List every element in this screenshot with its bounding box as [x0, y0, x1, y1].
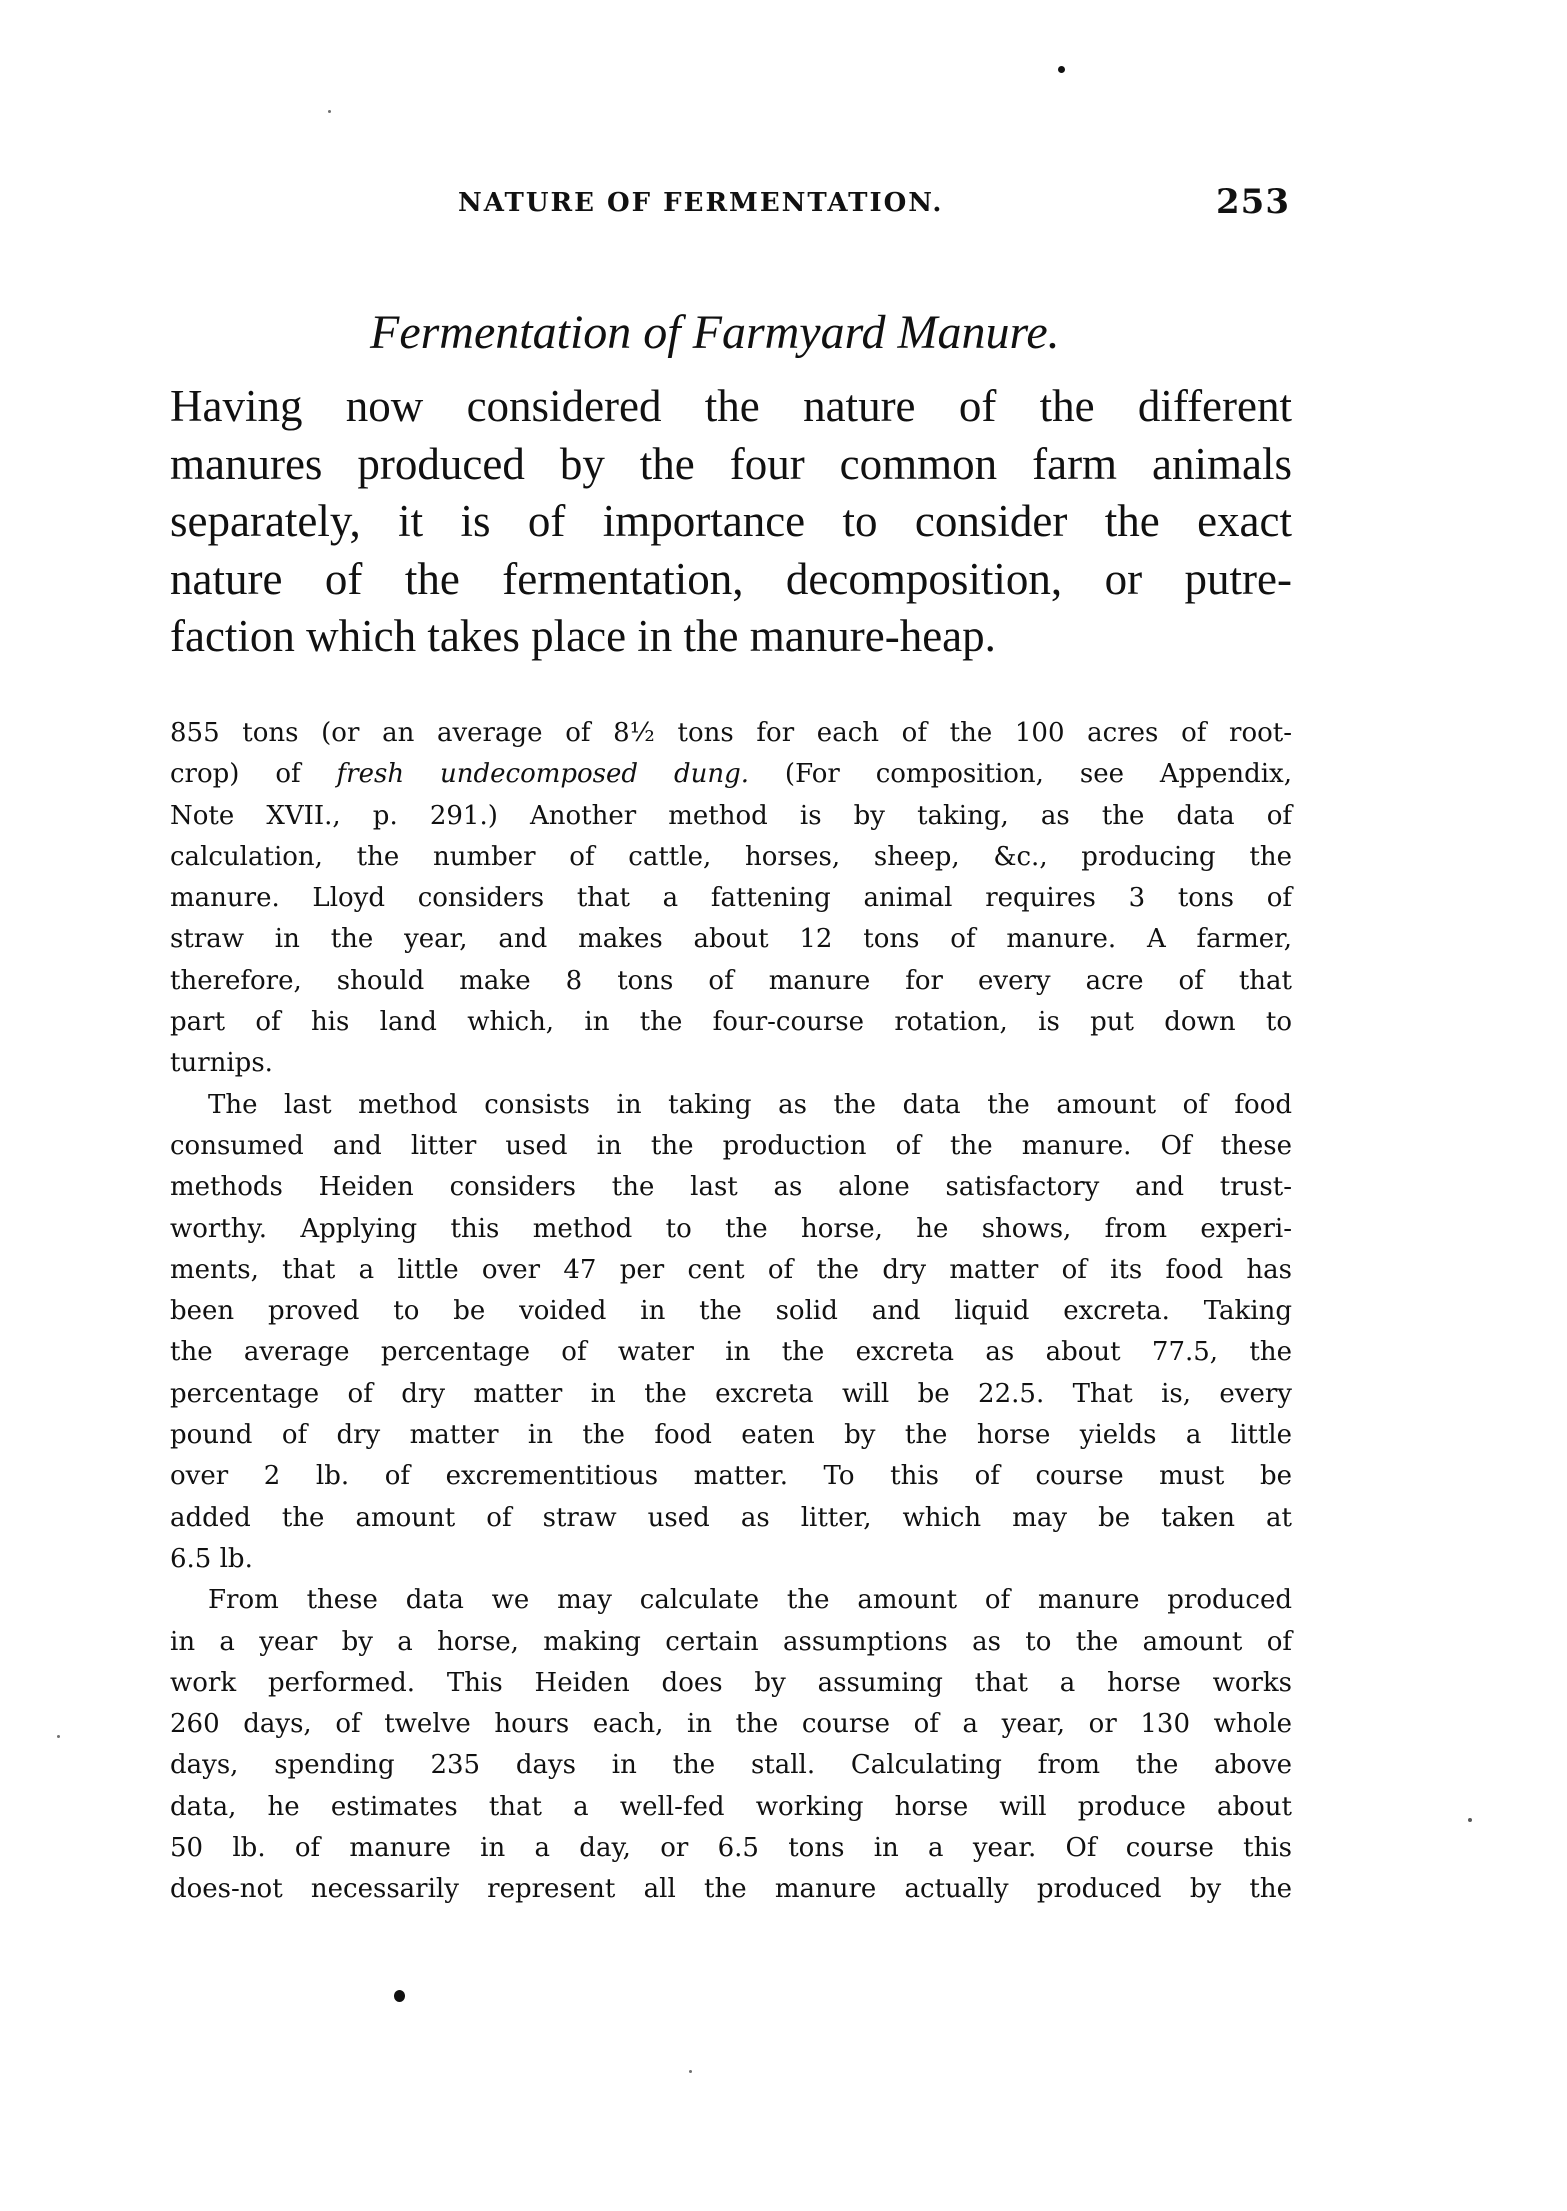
note-line: 6.5 lb. [170, 1543, 253, 1574]
note-line: part of his land which, in the four-course rotation, is put down to [170, 1007, 1292, 1038]
note-paragraph-3 [170, 1580, 1292, 1910]
lead-line: faction which takes place in the manure-heap. [170, 611, 996, 661]
note-line: methods Heiden considers the last as alone satisfactory and trust- [170, 1172, 1292, 1203]
note-line: 50 lb. of manure in a day, or 6.5 tons in a year. Of course this [170, 1833, 1292, 1864]
note-line: does-not necessarily represent all the manure actually produced by the [170, 1874, 1292, 1905]
ink-speck [1058, 66, 1065, 73]
note-line: been proved to be voided in the solid and liquid excreta. Taking [170, 1296, 1292, 1327]
lead-line: Having now considered the nature of the different [170, 381, 1292, 431]
section-heading: Fermentation of Farmyard Manure. [370, 306, 1060, 359]
note-paragraph-2 [170, 1085, 1292, 1581]
ink-speck [57, 1735, 60, 1738]
note-line: worthy. Applying this method to the horse, he shows, from experi- [170, 1213, 1292, 1244]
note-line: ments, that a little over 47 per cent of the dry matter of its food has [170, 1254, 1292, 1285]
note-line: 260 days, of twelve hours each, in the course of a year, or 130 whole [170, 1709, 1292, 1740]
ink-speck [1468, 1818, 1472, 1822]
note-line: calculation, the number of cattle, horses, sheep, &c., producing the [170, 841, 1292, 872]
lead-line: manures produced by the four common farm animals [170, 438, 1292, 489]
note-line [170, 754, 1292, 795]
note-line: straw in the year, and makes about 12 tons of manure. A farmer, [170, 924, 1292, 955]
note-line: in a year by a horse, making certain assumptions as to the amount of [170, 1626, 1292, 1657]
note-line: work performed. This Heiden does by assuming that a horse works [170, 1667, 1292, 1698]
note-line: therefore, should make 8 tons of manure for every acre of that [170, 965, 1292, 996]
note-paragraph-1 [170, 713, 1292, 1085]
lead-line: nature of the fermentation, decomposition, or putre- [170, 553, 1292, 604]
note-line: percentage of dry matter in the excreta will be 22.5. That is, every [170, 1378, 1292, 1409]
note-line: Note XVII., p. 291.) Another method is by taking, as the data of [170, 800, 1292, 831]
note-line: pound of dry matter in the food eaten by the horse yields a little [170, 1420, 1292, 1451]
ink-speck [689, 2070, 692, 2073]
note-text: (For composition, see Appendix, [749, 759, 1292, 790]
note-line: days, spending 235 days in the stall. Calculating from the above [170, 1750, 1292, 1781]
ink-speck [394, 1990, 405, 2002]
running-title: NATURE OF FERMENTATION. [458, 188, 944, 218]
page-number: 253 [1216, 182, 1290, 222]
note-line: data, he estimates that a well-fed working horse will produce about [170, 1791, 1292, 1822]
note-line: The last method consists in taking as the data the amount of food [208, 1089, 1292, 1120]
note-line: turnips. [170, 1048, 273, 1079]
note-line: the average percentage of water in the excreta as about 77.5, the [170, 1337, 1292, 1368]
lead-line: separately, it is of importance to consider the exact [170, 496, 1292, 546]
note-line: From these data we may calculate the amount of manure produced [208, 1585, 1292, 1616]
note-line: 855 tons (or an average of 8½ tons for each of the 100 acres of root- [170, 718, 1292, 748]
note-line: over 2 lb. of excrementitious matter. To this of course must be [170, 1461, 1292, 1492]
note-line: manure. Lloyd considers that a fattening animal requires 3 tons of [170, 883, 1292, 914]
emphasis-text: fresh undecomposed dung. [336, 759, 750, 790]
note-line: added the amount of straw used as litter, which may be taken at [170, 1502, 1292, 1533]
lead-paragraph [170, 378, 1292, 666]
notes-block [170, 713, 1292, 1911]
note-line: consumed and litter used in the production of the manure. Of these [170, 1130, 1292, 1161]
note-text: crop) of [170, 759, 337, 790]
running-head [440, 182, 1300, 228]
ink-speck [328, 110, 331, 113]
